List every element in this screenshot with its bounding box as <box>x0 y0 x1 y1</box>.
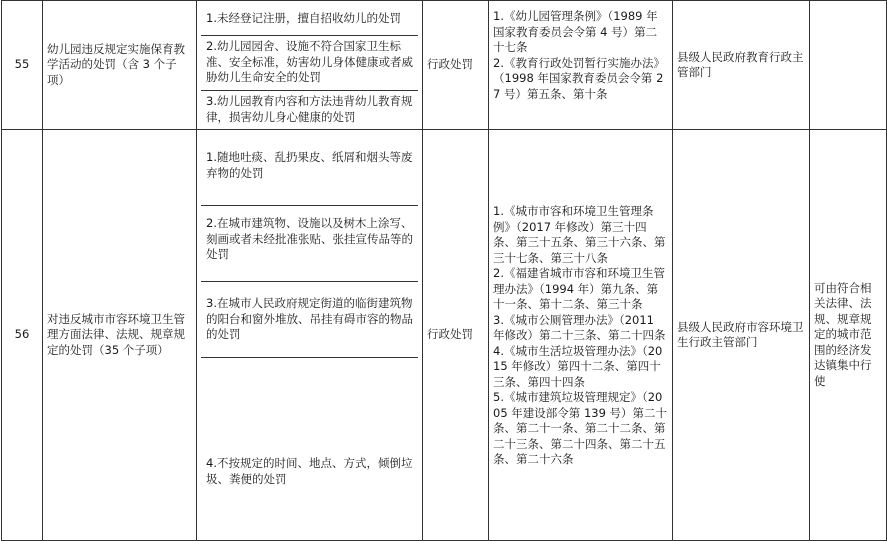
sub-items-cell <box>197 1 423 130</box>
responsible-department: 县级人民政府市容环境卫生行政主管部门 <box>673 130 810 541</box>
sub-item: 1.随地吐痰、乱扔果皮、纸屑和烟头等废弃物的处罚 <box>201 132 418 206</box>
legal-basis-line: 1.《幼儿园管理条例》（1989 年国家教育委员会令第 4 号）第二十七条 <box>493 9 658 54</box>
legal-basis-line: 4.《城市生活垃圾管理办法》（2015 年修改）第四十二条、第四十三条、第四十四条 <box>493 343 663 389</box>
legal-basis-line: 1.《城市市容和环境卫生管理条例》（2017 年修改）第三十四条、第三十五条、第三十六条、第三十七条、第三十八条 <box>493 204 666 265</box>
table-row <box>2 1 887 130</box>
penalty-table <box>1 0 887 541</box>
row-title: 对违反城市市容环境卫生管理方面法律、法规、规章规定的处罚（35 个子项） <box>43 130 197 541</box>
sub-items-cell <box>197 130 423 541</box>
legal-basis-cell <box>489 130 673 541</box>
sub-item: 3.幼儿园教育内容和方法违背幼儿教育规律，损害幼儿身心健康的处罚 <box>206 94 413 124</box>
legal-basis-line: 2.《教育行政处罚暂行实施办法》（1998 年国家教育委员会令第 27 号）第五条、第十条 <box>493 55 665 101</box>
sub-item: 3.在城市人民政府规定街道的临街建筑物的阳台和窗外堆放、吊挂有碍市容的物品的处罚 <box>201 282 418 358</box>
legal-basis-line: 5.《城市建筑垃圾管理规定》（2005 年建设部令第 139 号）第二十条、第二十一条、第二十二条、第二十三条、第二十四条、第二十五条、第二十六条 <box>493 390 668 467</box>
penalty-type: 行政处罚 <box>423 130 489 541</box>
responsible-department: 县级人民政府教育行政主管部门 <box>673 1 810 130</box>
row-number: 56 <box>2 130 43 541</box>
table-row <box>2 130 887 541</box>
row-title: 幼儿园违反规定实施保育教学活动的处罚（含 3 个子项） <box>43 1 197 130</box>
legal-basis-cell <box>489 1 673 130</box>
sub-item: 4.不按规定的时间、地点、方式，倾倒垃圾、粪便的处罚 <box>206 456 413 486</box>
penalty-type: 行政处罚 <box>423 1 489 130</box>
remark: 可由符合相关法律、法规、规章规定的城市范围的经济发达镇集中行使 <box>810 130 887 541</box>
legal-basis-line: 3.《城市公厕管理办法》（2011 年修改）第二十三条、第二十四条 <box>493 312 666 343</box>
sub-item: 2.幼儿园园舍、设施不符合国家卫生标准、安全标准，妨害幼儿身体健康或者威胁幼儿生命安全的处罚 <box>201 36 418 91</box>
remark <box>810 1 887 130</box>
row-number: 55 <box>2 1 43 130</box>
sub-item: 1.未经登记注册，擅自招收幼儿的处罚 <box>201 3 418 36</box>
legal-basis-line: 2.《福建省城市市容和环境卫生管理办法》（1994 年）第九条、第十一条、第十二条、第三十条 <box>493 266 665 312</box>
sub-item: 2.在城市建筑物、设施以及树木上涂写、刻画或者未经批准张贴、张挂宣传品等的处罚 <box>201 206 418 282</box>
